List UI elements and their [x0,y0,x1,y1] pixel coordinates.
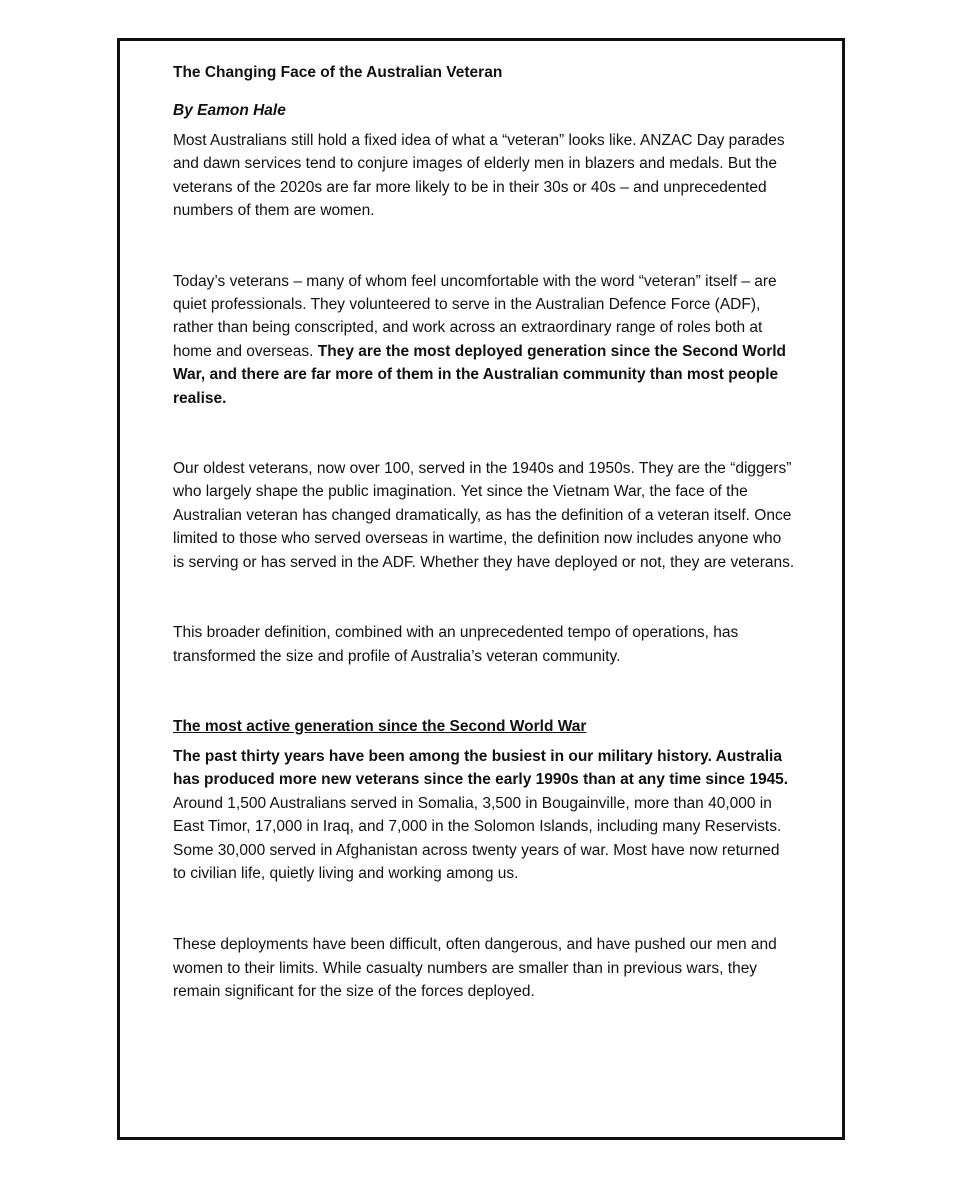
article-content [173,61,795,1004]
paragraph-3: Our oldest veterans, now over 100, served in the 1940s and 1950s. They are the “diggers” who largely shape the public imagination. Yet since the Vietnam War, the face of the Australian veteran has changed dramatically, as has the definition of a veteran itself. Once limited to those who served overseas in wartime, the definition now includes anyone who is serving or has served in the ADF. Whether they have deployed or not, they are veterans. [173,460,795,571]
article-byline: By Eamon Hale [173,102,286,119]
paragraph-6: These deployments have been difficult, often dangerous, and have pushed our men and women to their limits. While casualty numbers are smaller than in previous wars, they remain significant for the size of the forces deployed. [173,936,777,1001]
paragraph-5-text: Around 1,500 Australians served in Somalia, 3,500 in Bougainville, more than 40,000 in East Timor, 17,000 in Iraq, and 7,000 in the Solomon Islands, including many Reservists. Some 30,000 served in Afghanistan across twenty years of war. Most have now returned to civilian life, quietly living and working among us. [173,794,782,882]
paragraph-5 [173,745,795,885]
paragraph-2 [173,270,795,410]
page-frame [117,38,845,1140]
paragraph-2-bold-text: They are the most deployed generation since the Second World War, and there are far more of them in the Australian community than most people realise. [173,342,787,407]
section-subheading: The most active generation since the Second World War [173,717,587,735]
paragraph-2-text: Today’s veterans – many of whom feel uncomfortable with the word “veteran” itself – are quiet professionals. They volunteered to serve in the Australian Defence Force (ADF), rather than being conscripted, and work across an extraordinary range of roles both at home and overseas. [173,272,777,360]
paragraph-4: This broader definition, combined with an unprecedented tempo of operations, has transformed the size and profile of Australia’s veteran community. [173,624,739,665]
paragraph-5-bold-text: The past thirty years have been among the busiest in our military history. Australia has produced more new veterans since the early 1990s than at any time since 1945. [173,747,789,789]
paragraph-1: Most Australians still hold a fixed idea of what a “veteran” looks like. ANZAC Day parades and dawn services tend to conjure images of elderly men in blazers and medals. But the veterans of the 2020s are far more likely to be in their 30s or 40s – and unprecedented numbers of them are women. [173,132,785,220]
article-title: The Changing Face of the Australian Veteran [173,64,503,81]
